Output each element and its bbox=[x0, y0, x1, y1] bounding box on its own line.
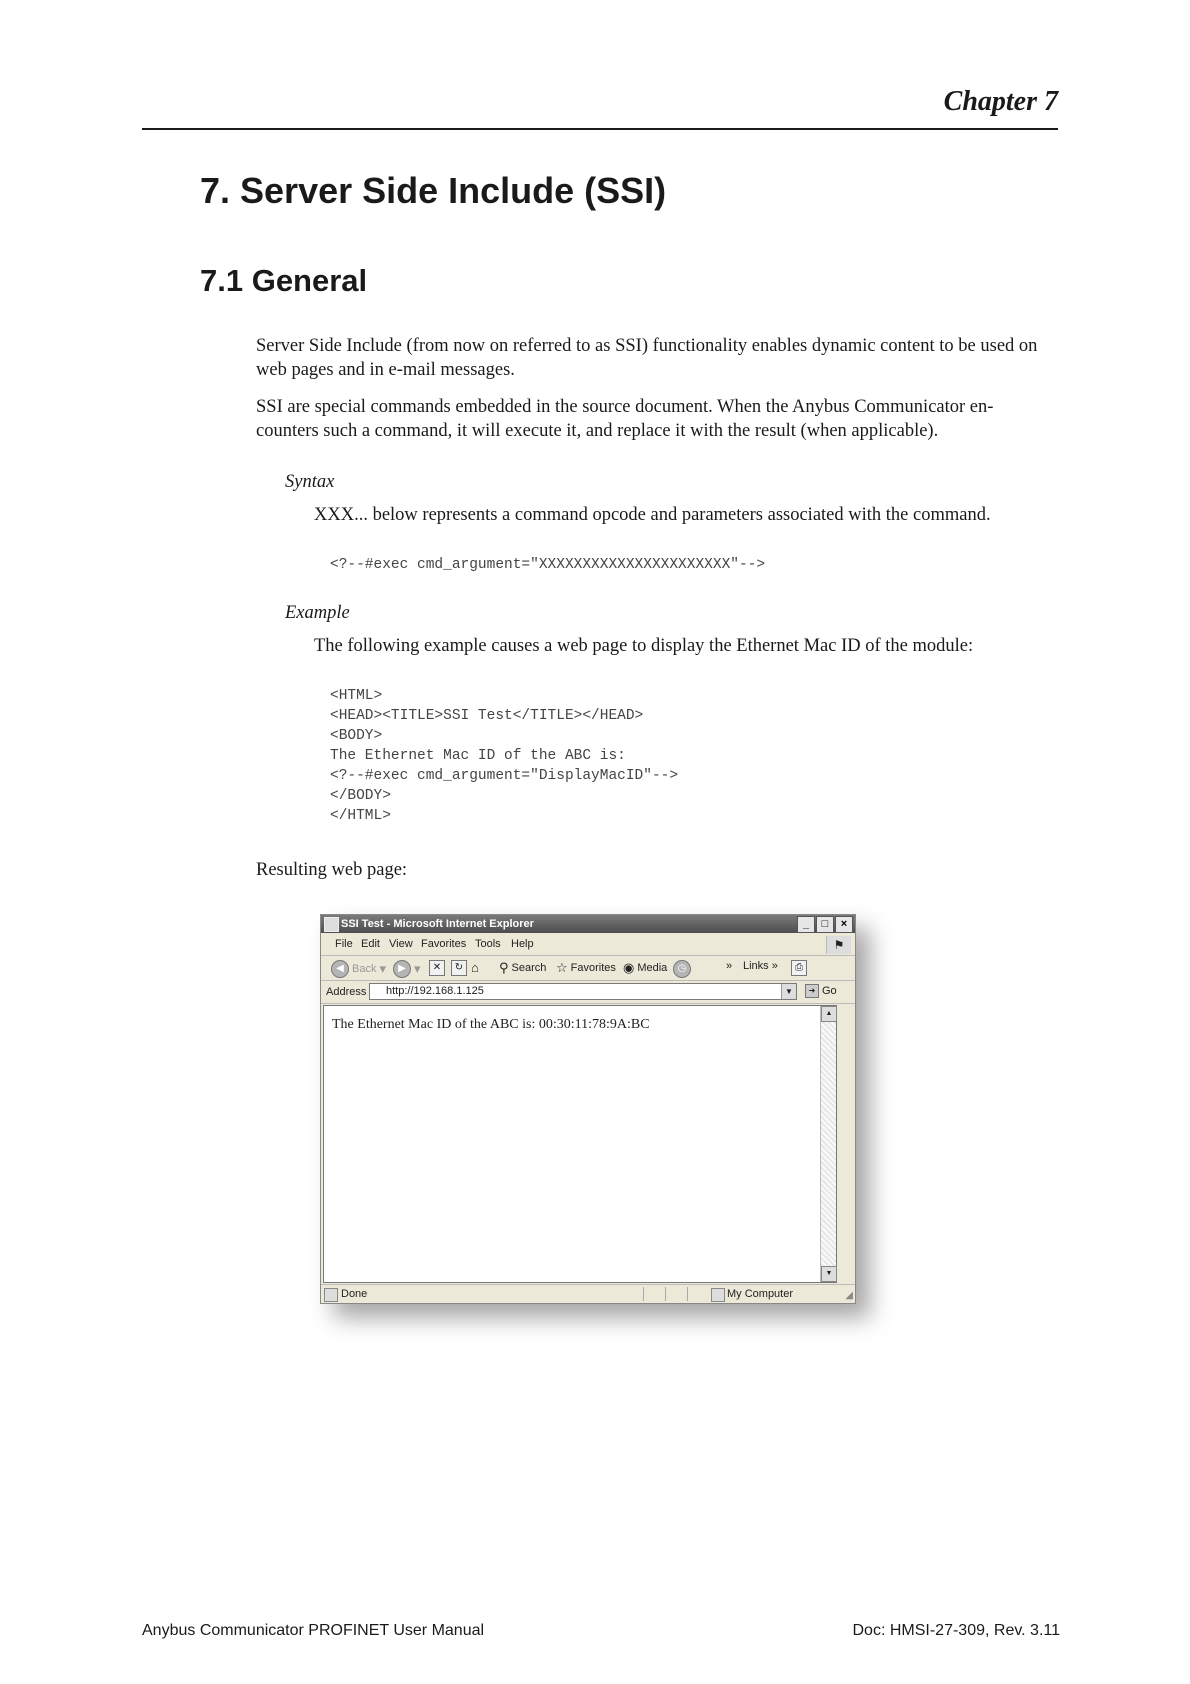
browser-window-screenshot bbox=[320, 914, 856, 1304]
page-title: 7. Server Side Include (SSI) bbox=[200, 170, 667, 211]
back-dropdown-icon: ▾ bbox=[379, 961, 386, 976]
forward-dropdown-icon: ▾ bbox=[414, 961, 421, 976]
resize-grip-icon[interactable]: ◢ bbox=[845, 1290, 853, 1301]
chapter-label: Chapter 7 bbox=[943, 86, 1058, 117]
address-dropdown-icon[interactable]: ▼ bbox=[781, 984, 796, 999]
code-line: <HTML> bbox=[330, 688, 383, 704]
address-input[interactable] bbox=[369, 983, 797, 1000]
example-code bbox=[330, 686, 678, 826]
browser-toolbar bbox=[321, 956, 855, 981]
toolbar-chevron[interactable] bbox=[726, 960, 732, 972]
minimize-button[interactable]: _ bbox=[797, 916, 815, 933]
menu-tools[interactable]: Tools bbox=[475, 938, 501, 950]
media-label: Media bbox=[637, 962, 668, 974]
menu-view[interactable]: View bbox=[389, 938, 413, 950]
example-description: The following example causes a web page to display the Ethernet Mac ID of the module: bbox=[314, 636, 974, 656]
content-text: The Ethernet Mac ID of the ABC is: 00:30:11:78:9A:BC bbox=[332, 1017, 650, 1032]
media-button[interactable] bbox=[623, 960, 667, 976]
page-content-area bbox=[323, 1005, 837, 1283]
window-controls bbox=[797, 916, 853, 933]
menu-edit[interactable]: Edit bbox=[361, 938, 380, 950]
syntax-label: Syntax bbox=[285, 472, 335, 492]
intro-paragraph: Server Side Include (from now on referred to as SSI) functionality enables dynamic content to be used on web pages and in e-mail messages. bbox=[256, 336, 1038, 380]
header-rule bbox=[142, 128, 1058, 130]
menu-bar bbox=[321, 935, 855, 956]
syntax-code-line: <?--#exec cmd_argument="XXXXXXXXXXXXXXXXXXXXXX"--> bbox=[330, 557, 766, 573]
page-status-icon bbox=[324, 1288, 338, 1302]
home-icon: ⌂ bbox=[471, 960, 479, 975]
close-button[interactable]: × bbox=[835, 916, 853, 933]
scroll-down-icon[interactable]: ▼ bbox=[821, 1266, 837, 1282]
scroll-up-icon[interactable]: ▲ bbox=[821, 1006, 837, 1022]
zone-text: My Computer bbox=[727, 1288, 794, 1300]
status-pane bbox=[687, 1287, 708, 1301]
menu-favorites[interactable]: Favorites bbox=[421, 938, 467, 950]
history-button[interactable] bbox=[673, 960, 691, 978]
code-line: </BODY> bbox=[330, 788, 391, 804]
vertical-scrollbar[interactable] bbox=[820, 1006, 836, 1282]
address-value: http://192.168.1.125 bbox=[386, 985, 484, 997]
star-icon: ☆ bbox=[556, 960, 568, 975]
go-label: Go bbox=[822, 985, 837, 997]
search-label: Search bbox=[511, 962, 547, 974]
favorites-label: Favorites bbox=[570, 962, 616, 974]
code-line: <HEAD><TITLE>SSI Test</TITLE></HEAD> bbox=[330, 708, 644, 724]
status-pane bbox=[643, 1287, 664, 1301]
forward-button[interactable] bbox=[393, 960, 421, 978]
footer-manual-title: Anybus Communicator PROFINET User Manual bbox=[142, 1622, 485, 1639]
refresh-icon: ↻ bbox=[451, 960, 467, 976]
refresh-button[interactable] bbox=[451, 960, 467, 976]
example-label: Example bbox=[285, 603, 350, 623]
status-text: Done bbox=[341, 1288, 368, 1300]
computer-zone-icon bbox=[711, 1288, 725, 1302]
code-line: The Ethernet Mac ID of the ABC is: bbox=[330, 748, 626, 764]
forward-arrow-icon: ▶ bbox=[393, 960, 411, 978]
result-label: Resulting web page: bbox=[256, 860, 408, 880]
links-button[interactable] bbox=[743, 960, 778, 972]
syntax-code bbox=[330, 555, 765, 575]
section-title: 7.1 General bbox=[200, 263, 368, 298]
search-button[interactable] bbox=[499, 960, 546, 976]
address-bar bbox=[321, 981, 855, 1004]
status-bar bbox=[321, 1284, 855, 1303]
code-line: <BODY> bbox=[330, 728, 383, 744]
footer-doc-id: Doc: HMSI-27-309, Rev. 3.11 bbox=[852, 1622, 1060, 1639]
browser-title: SSI Test - Microsoft Internet Explorer bbox=[341, 918, 534, 930]
address-label: Address bbox=[326, 986, 367, 998]
print-button[interactable] bbox=[791, 960, 807, 976]
home-button[interactable] bbox=[471, 960, 479, 976]
media-icon: ◉ bbox=[623, 960, 635, 975]
back-button[interactable] bbox=[331, 960, 386, 978]
stop-button[interactable] bbox=[429, 960, 445, 976]
chevron-icon: » bbox=[726, 960, 733, 972]
browser-titlebar bbox=[321, 915, 855, 933]
search-icon: ⚲ bbox=[499, 960, 509, 975]
windows-flag-icon: ⚑ bbox=[826, 936, 851, 954]
stop-icon: ✕ bbox=[429, 960, 445, 976]
links-chevron-icon: » bbox=[771, 960, 778, 972]
back-label: Back bbox=[352, 963, 377, 975]
status-pane bbox=[665, 1287, 686, 1301]
printer-icon: ⎙ bbox=[791, 960, 807, 976]
ssi-description-paragraph: SSI are special commands embedded in the source document. When the Anybus Communicator en-counters such a command, it will execute it, and replace it with the result (when applicable). bbox=[256, 397, 994, 441]
maximize-button[interactable]: □ bbox=[816, 916, 834, 933]
code-line: <?--#exec cmd_argument="DisplayMacID"--> bbox=[330, 768, 679, 784]
code-line: </HTML> bbox=[330, 808, 391, 824]
history-icon: ◷ bbox=[673, 960, 691, 978]
ie-page-icon bbox=[324, 917, 339, 932]
menu-file[interactable]: File bbox=[335, 938, 353, 950]
favorites-button[interactable] bbox=[556, 960, 616, 976]
back-arrow-icon: ◀ bbox=[331, 960, 349, 978]
go-arrow-icon: ➜ bbox=[805, 984, 819, 998]
go-button[interactable] bbox=[805, 984, 837, 998]
menu-help[interactable]: Help bbox=[511, 938, 534, 950]
links-label: Links bbox=[743, 960, 769, 972]
syntax-description: XXX... below represents a command opcode and parameters associated with the command. bbox=[314, 505, 991, 525]
